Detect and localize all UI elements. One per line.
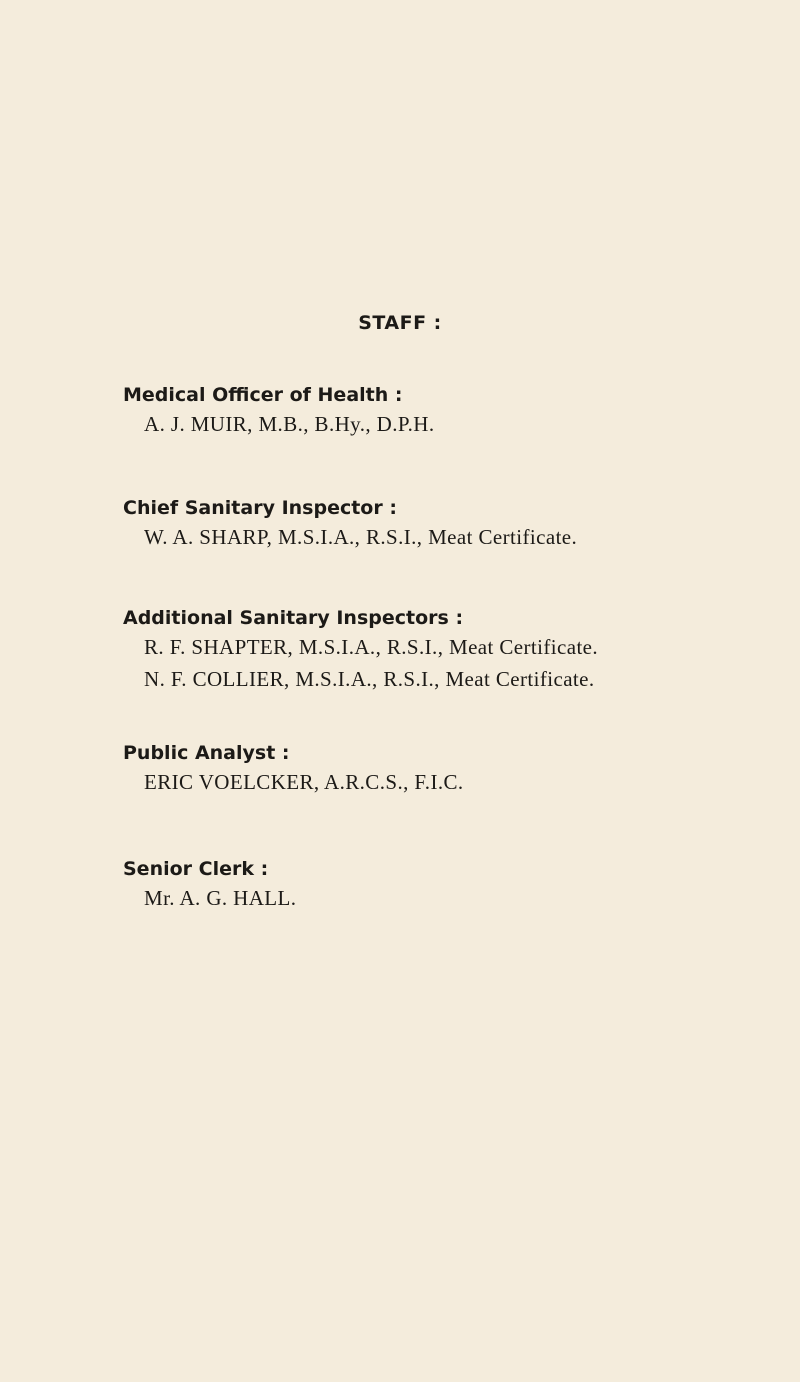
page-title: STAFF :	[358, 312, 442, 334]
section-heading: Chief Sanitary Inspector :	[123, 497, 397, 519]
section-heading: Additional Sanitary Inspectors :	[123, 607, 464, 629]
section-heading: Medical Officer of Health :	[123, 384, 403, 406]
staff-entry: W. A. SHARP, M.S.I.A., R.S.I., Meat Certificate.	[144, 525, 578, 549]
staff-entry: A. J. MUIR, M.B., B.Hy., D.P.H.	[144, 412, 435, 436]
section-additional-sanitary-inspectors	[123, 605, 723, 695]
section-public-analyst	[123, 740, 723, 798]
section-chief-sanitary-inspector	[123, 495, 723, 553]
staff-entry: Mr. A. G. HALL.	[144, 886, 297, 910]
section-medical-officer	[123, 382, 723, 440]
section-heading: Senior Clerk :	[123, 858, 269, 880]
section-senior-clerk	[123, 856, 723, 914]
staff-entry: R. F. SHAPTER, M.S.I.A., R.S.I., Meat Certificate.	[144, 635, 599, 659]
staff-entry: ERIC VOELCKER, A.R.C.S., F.I.C.	[144, 770, 464, 794]
staff-entry: N. F. COLLIER, M.S.I.A., R.S.I., Meat Certificate.	[144, 667, 595, 691]
section-heading: Public Analyst :	[123, 742, 290, 764]
